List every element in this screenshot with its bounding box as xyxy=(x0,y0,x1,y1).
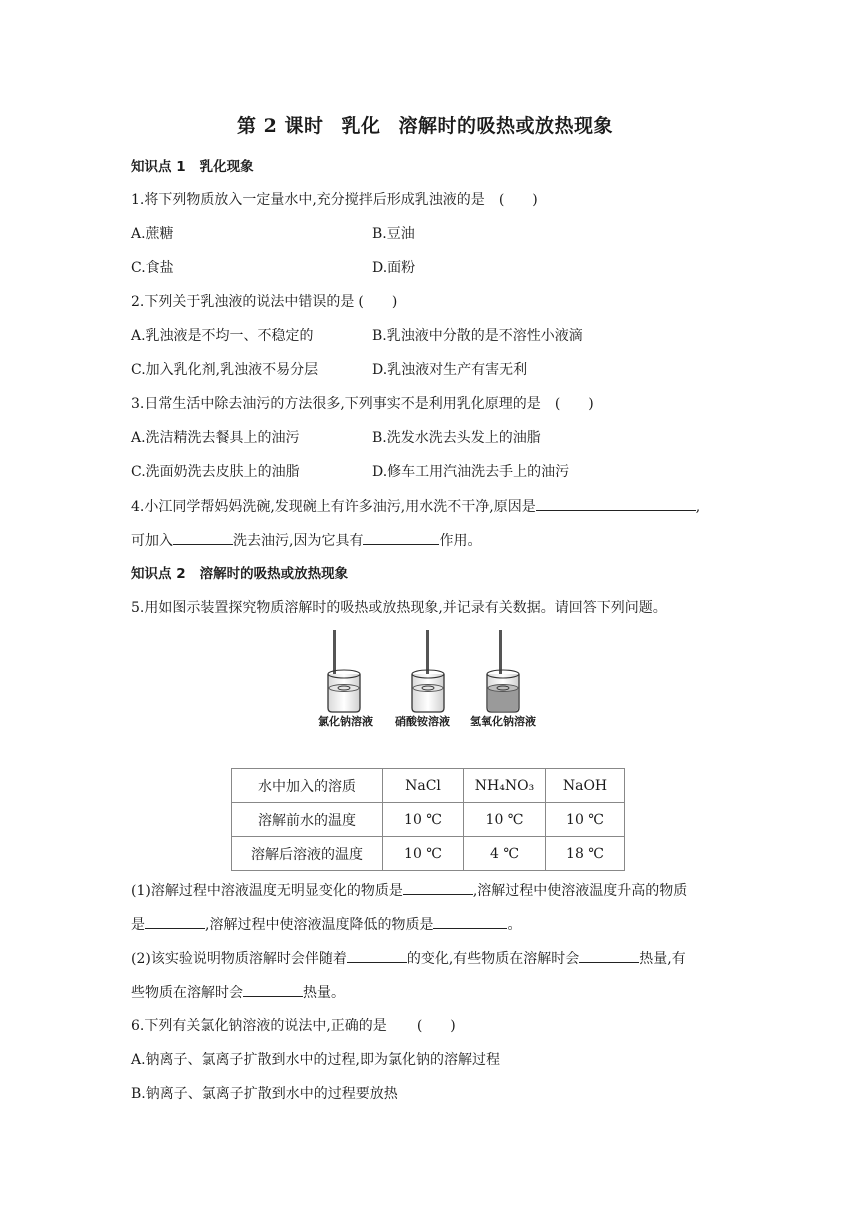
table-header-cell: NaOH xyxy=(546,769,625,803)
question-text: 3.日常生活中除去油污的方法很多,下列事实不是利用乳化原理的是 xyxy=(131,396,541,412)
option-c: C.洗面奶洗去皮肤上的油脂 xyxy=(131,464,300,480)
question-text: 是 xyxy=(131,917,145,933)
figure-label-nh4no3: 硝酸铵溶液 xyxy=(395,715,450,728)
beaker-naoh-icon xyxy=(487,630,519,712)
section-heading-2 xyxy=(131,564,348,584)
table-cell: 溶解后溶液的温度 xyxy=(232,837,383,871)
beaker-nacl-icon xyxy=(328,630,360,712)
option-b: B.豆油 xyxy=(372,226,415,242)
question-text: 的变化,有些物质在溶解时会 xyxy=(406,951,580,967)
beaker-nh4no3-icon xyxy=(412,630,444,712)
question-text: 1.将下列物质放入一定量水中,充分搅拌后形成乳浊液的是 xyxy=(131,192,485,208)
table-header-cell: 水中加入的溶质 xyxy=(232,769,383,803)
question-text: 4.小江同学帮妈妈洗碗,发现碗上有许多油污,用水洗不干净,原因是 xyxy=(131,499,536,515)
figure-label-nacl: 氯化钠溶液 xyxy=(318,715,373,728)
question-text: 热量,有 xyxy=(639,951,686,967)
title-lesson: 第 2 课时 xyxy=(237,115,324,137)
answer-bracket: ( ) xyxy=(554,396,594,412)
option-d: D.面粉 xyxy=(372,260,416,276)
section-heading-1 xyxy=(131,157,254,177)
question-4-line-1 xyxy=(131,496,700,517)
option-d: D.乳浊液对生产有害无利 xyxy=(372,362,528,378)
section-name: 溶解时的吸热或放热现象 xyxy=(199,566,349,582)
answer-blank[interactable] xyxy=(173,530,233,545)
table-header-row xyxy=(232,769,625,803)
question-text: 2.下列关于乳浊液的说法中错误的是 xyxy=(131,294,355,310)
question-5-sub-1-line-1 xyxy=(131,880,687,901)
punctuation: , xyxy=(695,499,701,515)
table-header-cell: NH₄NO₃ xyxy=(464,769,546,803)
question-5-stem: 5.用如图示装置探究物质溶解时的吸热或放热现象,并记录有关数据。请回答下列问题。 xyxy=(131,600,667,616)
option-a: A.乳浊液是不均一、不稳定的 xyxy=(131,328,314,344)
question-text: 热量。 xyxy=(303,985,345,1001)
option-a: A.蔗糖 xyxy=(131,226,174,242)
option-a: A.洗洁精洗去餐具上的油污 xyxy=(131,430,300,446)
punctuation: 。 xyxy=(507,917,522,933)
question-text: 洗去油污,因为它具有 xyxy=(233,533,364,549)
section-label: 知识点 1 xyxy=(131,159,186,175)
table-cell: 10 ℃ xyxy=(546,803,625,837)
question-2-stem xyxy=(131,292,397,312)
page-title xyxy=(237,116,613,136)
table-cell: 10 ℃ xyxy=(464,803,546,837)
question-text: (2)该实验说明物质溶解时会伴随着 xyxy=(131,951,347,967)
option-c: C.食盐 xyxy=(131,260,174,276)
answer-bracket: ( ) xyxy=(498,192,538,208)
question-text: 6.下列有关氯化钠溶液的说法中,正确的是 xyxy=(131,1018,387,1034)
answer-blank[interactable] xyxy=(433,914,507,929)
question-5-sub-1-line-2 xyxy=(131,914,521,935)
question-4-line-2 xyxy=(131,530,481,551)
table-cell: 10 ℃ xyxy=(383,837,464,871)
option-d: D.修车工用汽油洗去手上的油污 xyxy=(372,464,570,480)
question-6-stem xyxy=(131,1016,456,1036)
temperature-table xyxy=(231,768,625,871)
answer-blank[interactable] xyxy=(579,948,639,963)
option-a: A.钠离子、氯离子扩散到水中的过程,即为氯化钠的溶解过程 xyxy=(131,1052,501,1068)
section-name: 乳化现象 xyxy=(199,159,254,175)
table-cell: 18 ℃ xyxy=(546,837,625,871)
option-c: C.加入乳化剂,乳浊液不易分层 xyxy=(131,362,319,378)
question-text: 可加入 xyxy=(131,533,173,549)
section-label: 知识点 2 xyxy=(131,566,186,582)
answer-blank[interactable] xyxy=(363,530,439,545)
question-5-sub-2-line-1 xyxy=(131,948,686,969)
question-3-stem xyxy=(131,394,594,414)
title-topic-2: 溶解时的吸热或放热现象 xyxy=(398,115,613,137)
question-1-stem xyxy=(131,190,538,210)
answer-blank[interactable] xyxy=(145,914,205,929)
option-b: B.钠离子、氯离子扩散到水中的过程要放热 xyxy=(131,1086,398,1102)
answer-blank[interactable] xyxy=(403,880,473,895)
option-b: B.乳浊液中分散的是不溶性小液滴 xyxy=(372,328,583,344)
option-b: B.洗发水洗去头发上的油脂 xyxy=(372,430,541,446)
table-header-cell: NaCl xyxy=(383,769,464,803)
table-cell: 溶解前水的温度 xyxy=(232,803,383,837)
table-cell: 10 ℃ xyxy=(383,803,464,837)
question-text: 作用。 xyxy=(439,533,482,549)
question-text: ,溶解过程中使溶液温度升高的物质 xyxy=(472,883,688,899)
table-cell: 4 ℃ xyxy=(464,837,546,871)
answer-blank[interactable] xyxy=(347,948,407,963)
answer-blank[interactable] xyxy=(536,496,696,511)
answer-blank[interactable] xyxy=(243,982,303,997)
question-5-sub-2-line-2 xyxy=(131,982,345,1003)
table-row xyxy=(232,837,625,871)
figure-label-naoh: 氢氧化钠溶液 xyxy=(470,715,536,728)
question-text: 些物质在溶解时会 xyxy=(131,985,243,1001)
table-row xyxy=(232,803,625,837)
title-topic-1: 乳化 xyxy=(341,115,381,137)
answer-bracket: ( ) xyxy=(416,1018,456,1034)
question-text: (1)溶解过程中溶液温度无明显变化的物质是 xyxy=(131,883,403,899)
answer-bracket: ( ) xyxy=(358,294,398,310)
question-text: ,溶解过程中使溶液温度降低的物质是 xyxy=(205,917,434,933)
